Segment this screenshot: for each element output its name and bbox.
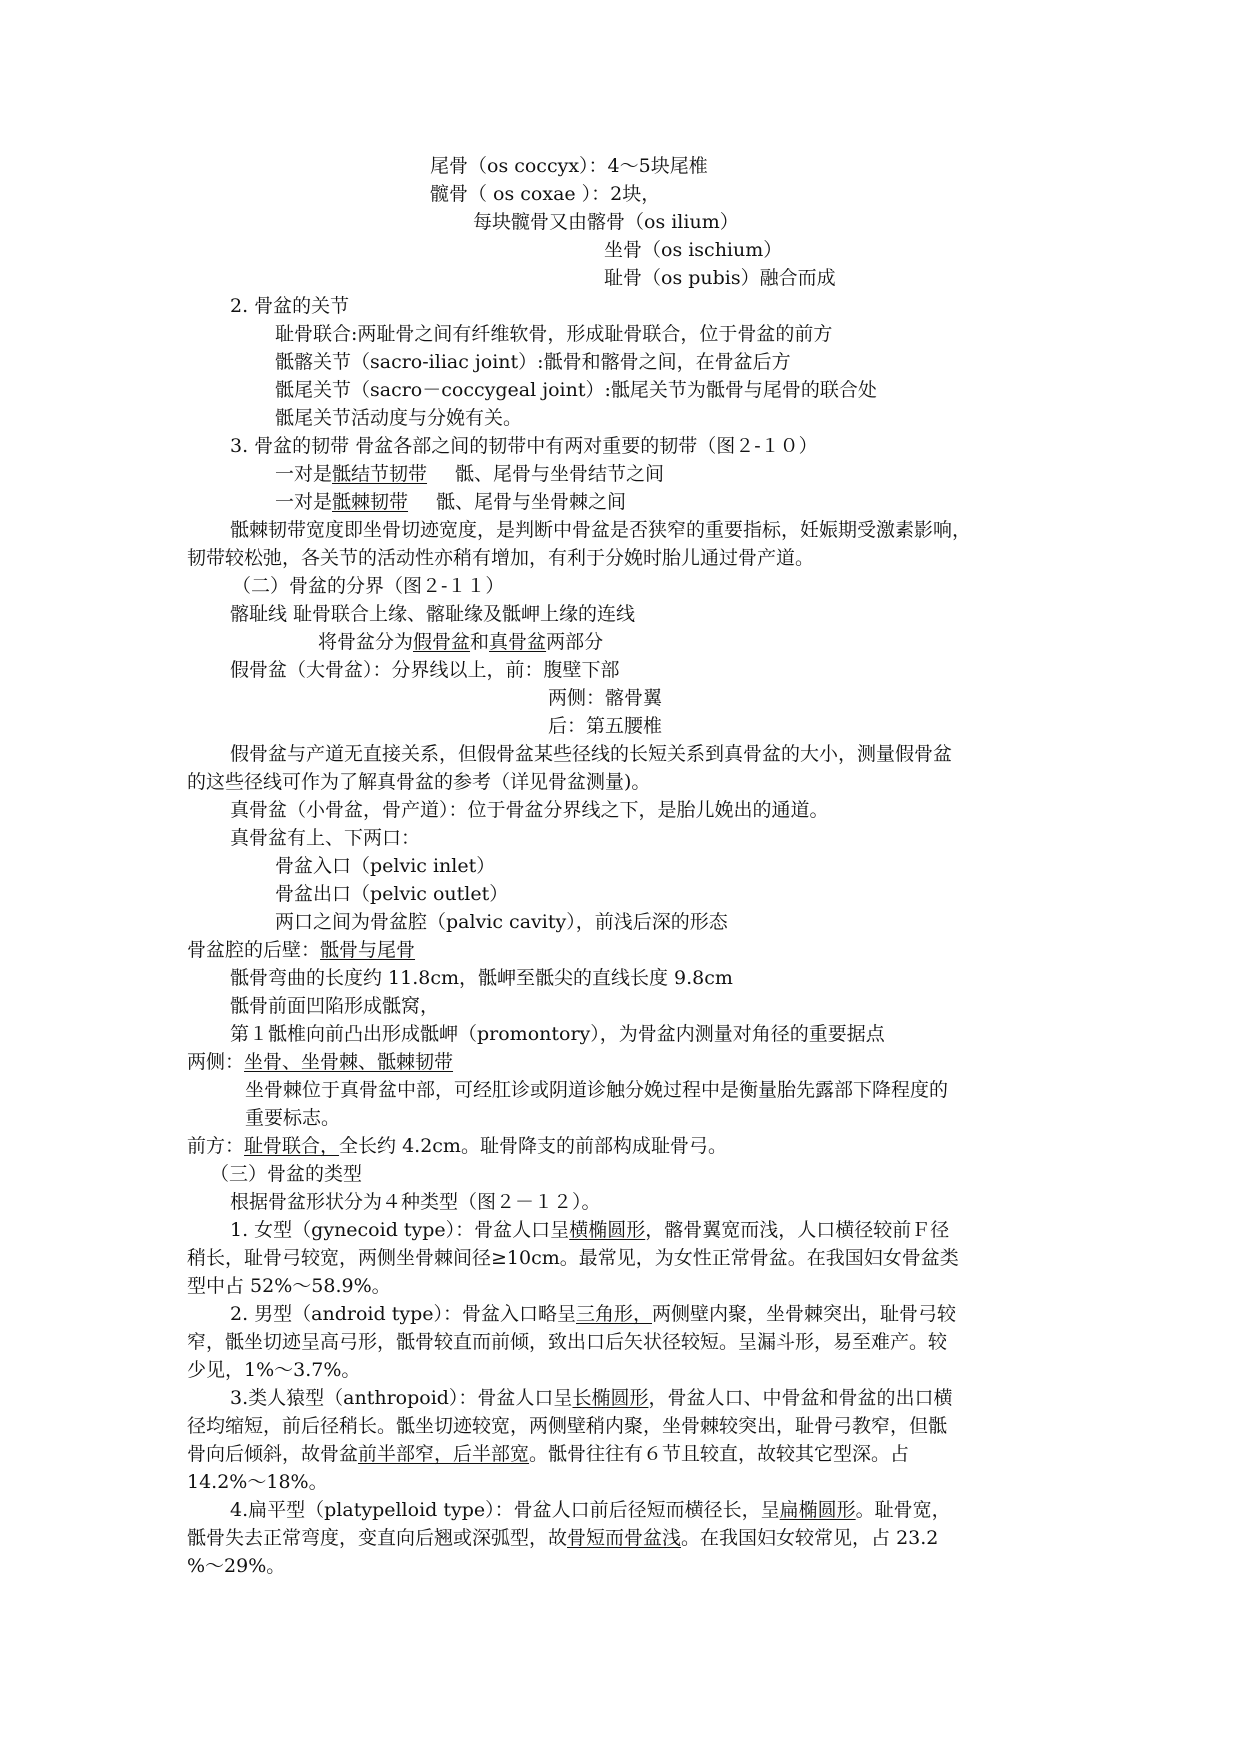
cavity-front-rest: 全长约 4.2cm。耻骨降支的前部构成耻骨弓。 — [339, 1135, 727, 1157]
cavity-sides — [187, 1048, 453, 1076]
cavity-back-value: 骶骨与尾骨 — [320, 939, 416, 961]
platypelloid-line-1 — [230, 1496, 951, 1524]
types-intro: 根据骨盆形状分为４种类型（图２－１２）。 — [230, 1191, 601, 1213]
sacrum-length-line: 骶骨弯曲的长度约 11.8cm，骶岬至骶尖的直线长度 9.8cm — [230, 967, 733, 989]
ischium-line: 坐骨（os ischium） — [604, 239, 783, 261]
joint-mobility-line: 骶尾关节活动度与分娩有关。 — [275, 407, 523, 429]
platypelloid-l2-rest: 。在我国妇女较常见，占 23.2 — [681, 1527, 939, 1549]
platypelloid-shape: 扁椭圆形 — [779, 1499, 856, 1521]
sacrococcygeal-line: 骶尾关节（sacro－coccygeal joint）:骶尾关节为骶骨与尾骨的联合处 — [275, 379, 877, 401]
cavity-sides-value: 坐骨、坐骨棘、骶棘韧带 — [244, 1051, 454, 1073]
types-heading: （三）骨盆的类型 — [210, 1163, 363, 1185]
two-openings-line: 真骨盆有上、下两口： — [230, 827, 421, 849]
android-shape: 三角形， — [575, 1303, 652, 1325]
ischial-spine-line-2: 重要标志。 — [245, 1107, 341, 1129]
cavity-back-label: 骨盆腔的后壁： — [187, 939, 321, 961]
gynecoid-text: 1. 女型（gynecoid type）：骨盆人口呈 — [230, 1219, 570, 1241]
cavity-front — [187, 1132, 727, 1160]
promontory-line: 第１骶椎向前凸出形成骶岬（promontory），为骨盆内测量对角径的重要据点 — [230, 1023, 885, 1045]
sacral-hollow-line: 骶骨前面凹陷形成骶窝， — [230, 995, 440, 1017]
platypelloid-line-3: %～29%。 — [187, 1555, 286, 1577]
ilium-line: 每块髋骨又由髂骨（os ilium） — [473, 211, 739, 233]
pelvic-cavity-line: 两口之间为骨盆腔（palvic cavity），前浅后深的形态 — [275, 911, 728, 933]
true-pelvis-definition: 真骨盆（小骨盆，骨产道）：位于骨盆分界线之下，是胎儿娩出的通道。 — [230, 799, 829, 821]
sacroiliac-line: 骶髂关节（sacro-iliac joint）:骶骨和髂骨之间，在骨盆后方 — [275, 351, 791, 373]
false-pelvis-definition: 假骨盆（大骨盆）：分界线以上，前：腹壁下部 — [230, 659, 620, 681]
divides-and: 和 — [470, 631, 490, 653]
ligament-pair-1 — [275, 460, 664, 488]
platypelloid-text: 4.扁平型（platypelloid type）：骨盆人口前后径短而横径长，呈 — [230, 1499, 780, 1521]
anthropoid-line-2: 径均缩短，前后径稍长。骶坐切迹较宽，两侧壁稍内聚，坐骨棘较突出，耻骨弓教窄，但骶 — [187, 1415, 948, 1437]
platypelloid-l2-text: 骶骨失去正常弯度，变直向后翘或深弧型，故 — [187, 1527, 568, 1549]
division-heading: （二）骨盆的分界（图２-１１） — [232, 575, 505, 597]
cavity-front-value: 耻骨联合， — [244, 1135, 340, 1157]
false-pelvis-paragraph-1: 假骨盆与产道无直接关系，但假骨盆某些径线的长短关系到真骨盆的大小，测量假骨盆 — [230, 743, 953, 765]
anthropoid-shape: 长椭圆形 — [572, 1387, 649, 1409]
cavity-sides-label: 两侧： — [187, 1051, 245, 1073]
anthropoid-l3-text: 骨向后倾斜，故骨盆 — [187, 1443, 359, 1465]
true-pelvis-term: 真骨盆 — [489, 631, 547, 653]
pelvic-outlet-line: 骨盆出口（pelvic outlet） — [275, 883, 509, 905]
false-pelvis-back: 后：第五腰椎 — [548, 715, 663, 737]
platypelloid-text-rest: 。耻骨宽， — [855, 1499, 951, 1521]
android-line-3: 少见，1%～3.7%。 — [187, 1359, 361, 1381]
ligament-paragraph-line-1: 骶棘韧带宽度即坐骨切迹宽度，是判断中骨盆是否狭窄的重要指标，妊娠期受激素影响， — [230, 519, 972, 541]
joints-heading: 2. 骨盆的关节 — [230, 295, 350, 317]
ligament-pair-1-desc: 骶、尾骨与坐骨结节之间 — [455, 463, 665, 485]
anthropoid-line-1 — [230, 1384, 952, 1412]
gynecoid-line-3: 型中占 52%～58.9%。 — [187, 1275, 391, 1297]
anthropoid-l3-rest: 。骶骨往往有６节且较直，故较其它型深。占 — [529, 1443, 910, 1465]
android-text: 2. 男型（android type）：骨盆入口略呈 — [230, 1303, 576, 1325]
pubis-line: 耻骨（os pubis）融合而成 — [604, 267, 836, 289]
platypelloid-l2-emphasis: 骨短而骨盆浅 — [567, 1527, 682, 1549]
gynecoid-text-rest: ，髂骨翼宽而浅，人口横径较前Ｆ径 — [645, 1219, 950, 1241]
gynecoid-line-1 — [230, 1216, 949, 1244]
platypelloid-line-2 — [187, 1524, 938, 1552]
anthropoid-text: 3.类人猿型（anthropoid）：骨盆人口呈 — [230, 1387, 573, 1409]
ligament-pair-1-prefix: 一对是 — [275, 463, 333, 485]
ligaments-heading: 3. 骨盆的韧带 骨盆各部之间的韧带中有两对重要的韧带（图２-１０） — [230, 435, 818, 457]
divides-prefix: 将骨盆分为 — [318, 631, 414, 653]
sacrospinous-ligament: 骶棘韧带 — [332, 491, 409, 513]
android-line-1 — [230, 1300, 956, 1328]
anthropoid-line-3 — [187, 1440, 909, 1468]
ligament-pair-2-prefix: 一对是 — [275, 491, 333, 513]
divides-suffix: 两部分 — [546, 631, 604, 653]
android-text-rest: 两侧壁内聚，坐骨棘突出，耻骨弓较 — [652, 1303, 957, 1325]
gynecoid-line-2: 稍长，耻骨弓较宽，两侧坐骨棘间径≥10cm。最常见，为女性正常骨盆。在我国妇女骨盆类 — [187, 1247, 959, 1269]
cavity-front-label: 前方： — [187, 1135, 245, 1157]
pelvic-inlet-line: 骨盆入口（pelvic inlet） — [275, 855, 496, 877]
ischial-spine-line-1: 坐骨棘位于真骨盆中部，可经肛诊或阴道诊触分娩过程中是衡量胎先露部下降程度的 — [245, 1079, 949, 1101]
false-pelvis-paragraph-2: 的这些径线可作为了解真骨盆的参考（详见骨盆测量)。 — [187, 771, 651, 793]
symphysis-line: 耻骨联合:两耻骨之间有纤维软骨，形成耻骨联合，位于骨盆的前方 — [275, 323, 833, 345]
ligament-pair-2 — [275, 488, 626, 516]
iliopectineal-line: 髂耻线 耻骨联合上缘、髂耻缘及骶岬上缘的连线 — [230, 603, 636, 625]
ligament-pair-2-desc: 骶、尾骨与坐骨棘之间 — [436, 491, 627, 513]
anthropoid-text-rest: ，骨盆人口、中骨盆和骨盆的出口横 — [648, 1387, 953, 1409]
android-line-2: 窄，骶坐切迹呈高弓形，骶骨较直而前倾，致出口后矢状径较短。呈漏斗形，易至难产。较 — [187, 1331, 948, 1353]
hip-bone-line: 髋骨（ os coxae ）：2块， — [430, 183, 661, 205]
anthropoid-l3-emphasis: 前半部窄，后半部宽 — [358, 1443, 530, 1465]
ligament-paragraph-line-2: 韧带较松弛，各关节的活动性亦稍有增加，有利于分娩时胎儿通过骨产道。 — [187, 547, 815, 569]
false-pelvis-sides: 两侧：髂骨翼 — [548, 687, 663, 709]
divides-line — [318, 628, 603, 656]
coccyx-line: 尾骨（os coccyx）：4～5块尾椎 — [430, 155, 708, 177]
cavity-back-wall — [187, 936, 415, 964]
false-pelvis-term: 假骨盆 — [413, 631, 471, 653]
anthropoid-line-4: 14.2%～18%。 — [187, 1471, 328, 1493]
gynecoid-shape: 横椭圆形 — [569, 1219, 646, 1241]
sacrotuberous-ligament: 骶结节韧带 — [332, 463, 428, 485]
